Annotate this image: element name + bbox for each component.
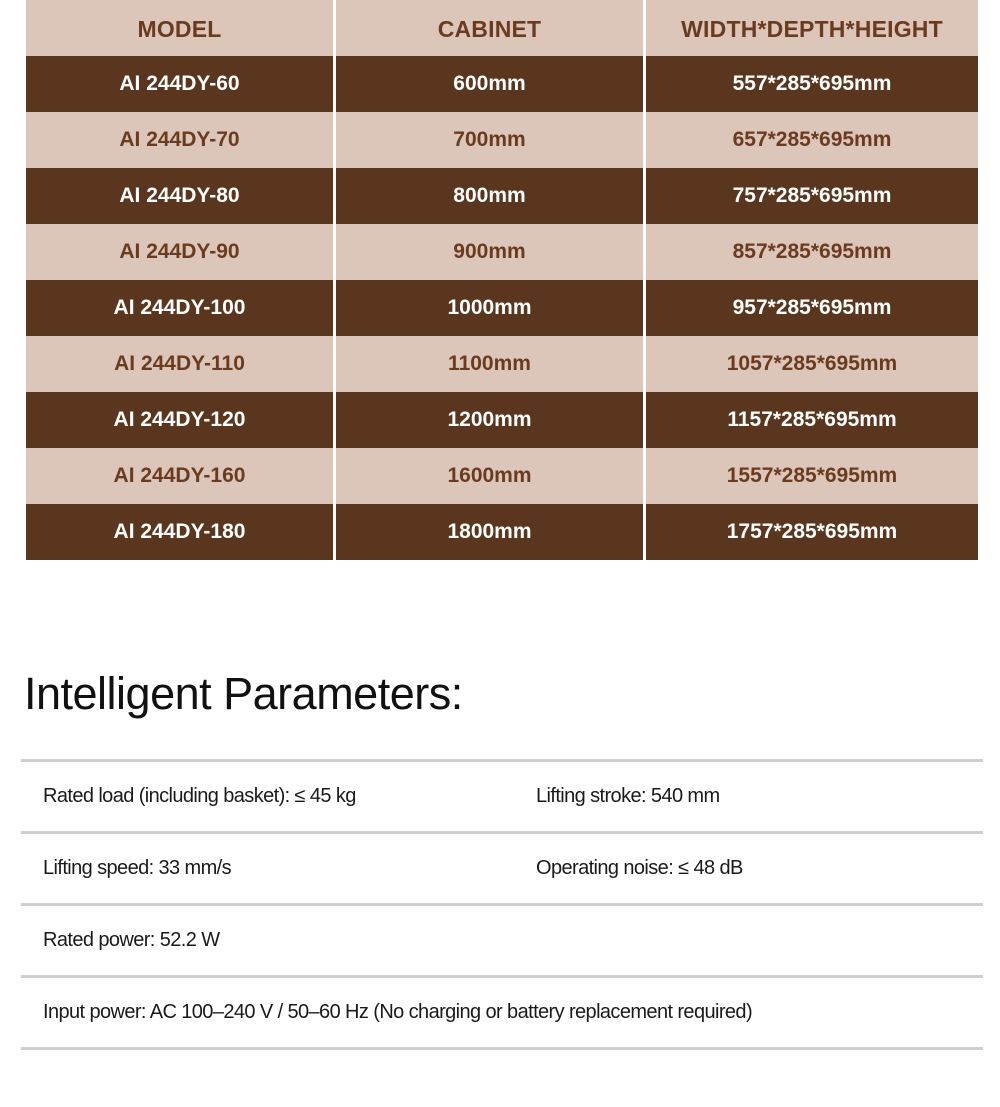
model-cell: AI 244DY-90 — [26, 224, 333, 280]
table-row — [26, 392, 978, 448]
table-row — [26, 112, 978, 168]
cabinet-cell: 600mm — [336, 56, 643, 112]
dimensions-cell: 857*285*695mm — [646, 224, 978, 280]
table-row — [26, 280, 978, 336]
cabinet-cell: 1800mm — [336, 504, 643, 560]
cabinet-cell: 1100mm — [336, 336, 643, 392]
cabinet-cell: 1200mm — [336, 392, 643, 448]
parameter-row — [21, 831, 983, 903]
model-cell: AI 244DY-100 — [26, 280, 333, 336]
parameters-list — [21, 759, 983, 1050]
header-cabinet: CABINET — [336, 0, 643, 56]
param-rated-power: Rated power: 52.2 W — [43, 929, 220, 951]
table-row — [26, 224, 978, 280]
cabinet-cell: 1000mm — [336, 280, 643, 336]
model-cell: AI 244DY-80 — [26, 168, 333, 224]
dimensions-cell: 1057*285*695mm — [646, 336, 978, 392]
param-operating-noise: Operating noise: ≤ 48 dB — [536, 857, 743, 879]
dimensions-cell: 757*285*695mm — [646, 168, 978, 224]
parameter-row — [21, 903, 983, 975]
header-dimensions: WIDTH*DEPTH*HEIGHT — [646, 0, 978, 56]
model-cell: AI 244DY-110 — [26, 336, 333, 392]
table-row — [26, 336, 978, 392]
table-row — [26, 504, 978, 560]
model-cell: AI 244DY-120 — [26, 392, 333, 448]
parameters-title: Intelligent Parameters: — [24, 668, 463, 719]
table-row — [26, 56, 978, 112]
model-cell: AI 244DY-60 — [26, 56, 333, 112]
model-cell: AI 244DY-160 — [26, 448, 333, 504]
dimensions-cell: 657*285*695mm — [646, 112, 978, 168]
dimensions-cell: 557*285*695mm — [646, 56, 978, 112]
table-header-row — [26, 0, 978, 56]
param-lifting-stroke: Lifting stroke: 540 mm — [536, 785, 720, 807]
table-row — [26, 448, 978, 504]
model-cell: AI 244DY-180 — [26, 504, 333, 560]
parameter-row — [21, 975, 983, 1050]
dimensions-cell: 1157*285*695mm — [646, 392, 978, 448]
param-rated-load: Rated load (including basket): ≤ 45 kg — [43, 785, 356, 807]
dimensions-cell: 1557*285*695mm — [646, 448, 978, 504]
param-lifting-speed: Lifting speed: 33 mm/s — [43, 857, 232, 879]
cabinet-cell: 800mm — [336, 168, 643, 224]
dimensions-cell: 957*285*695mm — [646, 280, 978, 336]
param-input-power: Input power: AC 100–240 V / 50–60 Hz (No charging or battery replacement required) — [43, 1001, 753, 1023]
model-cell: AI 244DY-70 — [26, 112, 333, 168]
header-model: MODEL — [26, 0, 333, 56]
cabinet-cell: 1600mm — [336, 448, 643, 504]
spec-table — [26, 0, 978, 560]
cabinet-cell: 700mm — [336, 112, 643, 168]
parameter-row — [21, 759, 983, 831]
table-row — [26, 168, 978, 224]
dimensions-cell: 1757*285*695mm — [646, 504, 978, 560]
cabinet-cell: 900mm — [336, 224, 643, 280]
